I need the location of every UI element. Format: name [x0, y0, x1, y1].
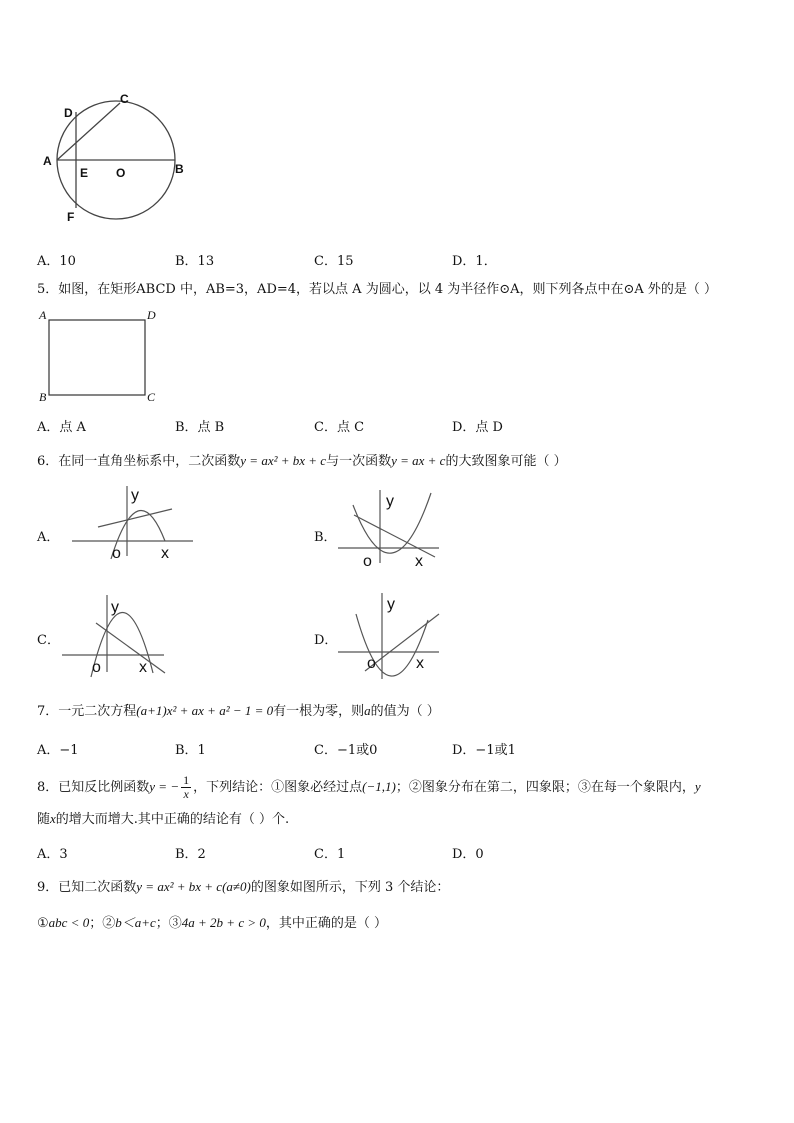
- q6-graph-c: [60, 590, 170, 680]
- q6-graph-b: [335, 484, 450, 574]
- q7-stem: [37, 702, 440, 721]
- q8-point: (−1,1): [362, 779, 396, 794]
- q9-c1-mark: ①: [37, 916, 49, 931]
- axis-x: x: [415, 553, 423, 570]
- q8-func-den: x: [183, 787, 189, 801]
- axis-x: x: [416, 655, 424, 672]
- q6-stem-mid: 与一次函数: [326, 454, 392, 469]
- circle-figure: [36, 90, 196, 230]
- q7-stem-pre: 7．一元二次方程: [37, 704, 137, 719]
- q5-option-d: D．点 D: [452, 420, 503, 435]
- q8-stem-line1: [37, 774, 701, 801]
- q8-option-a: A．3: [37, 847, 68, 862]
- q9-conclusion-3: 4a + 2b + c > 0: [181, 915, 266, 930]
- q8-stem-pre: 8．已知反比例函数: [37, 780, 150, 795]
- rectangle-figure: [36, 306, 166, 404]
- q6-quadratic: y = ax² + bx + c: [240, 453, 327, 468]
- label-f: F: [67, 210, 75, 224]
- label-d: D: [147, 308, 156, 322]
- axis-y: y: [386, 493, 394, 510]
- label-a: A: [39, 308, 47, 322]
- q9-sep2: ；③: [155, 916, 182, 931]
- q8-stem-mid: ，下列结论：①图象必经过点: [193, 780, 363, 795]
- q6-stem-pre: 6．在同一直角坐标系中，二次函数: [37, 454, 241, 469]
- axis-o: o: [92, 659, 101, 676]
- q6-option-b-letter: B．: [314, 530, 337, 545]
- label-c: C: [120, 92, 129, 106]
- q6-graph-d: [335, 590, 450, 685]
- q6-stem: [37, 452, 567, 471]
- q6-option-a-letter: A．: [37, 530, 60, 545]
- axis-y: y: [387, 596, 395, 613]
- q6-linear: y = ax + c: [391, 453, 446, 468]
- q8-func-lhs: y = −: [149, 779, 180, 794]
- q7-option-d: D．−1或1: [452, 743, 516, 758]
- q6-graph-a: [70, 482, 200, 562]
- q9-stem: [37, 878, 449, 897]
- q7-stem-mid: 有一根为零，则: [273, 704, 365, 719]
- q4-option-c: C．15: [314, 254, 354, 269]
- q4-option-b: B．13: [175, 254, 215, 269]
- label-b: B: [175, 162, 184, 176]
- label-a: A: [43, 154, 52, 168]
- q7-option-a: A．−1: [37, 743, 79, 758]
- q4-option-d: D．1．: [452, 254, 497, 269]
- label-o: O: [116, 166, 126, 180]
- label-d: D: [64, 106, 73, 120]
- label-c: C: [147, 390, 156, 404]
- q7-option-b: B．1: [175, 743, 206, 758]
- q8-func-num: 1: [183, 773, 190, 787]
- q9-stem-pre: 9．已知二次函数: [37, 880, 137, 895]
- q8-var-y: y: [694, 779, 701, 794]
- q7-var: a: [364, 703, 371, 718]
- axis-o: o: [112, 545, 121, 562]
- q5-stem: 5．如图，在矩形ABCD 中，AB=3，AD=4，若以点 A 为圆心，以 4 为半径作⊙A，则下列各点中在⊙A 外的是（ ）: [37, 282, 718, 297]
- q9-conclusion-2: b＜a+c: [115, 915, 156, 930]
- q8-option-b: B．2: [175, 847, 206, 862]
- q9-func: y = ax² + bx + c(a≠0): [136, 879, 251, 894]
- q7-stem-post: 的值为（ ）: [370, 704, 440, 719]
- axis-x: x: [161, 545, 169, 562]
- q8-line2-post: 的增大而增大.其中正确的结论有（ ）个.: [55, 812, 290, 827]
- q5-option-a: A．点 A: [37, 420, 86, 435]
- axis-y: y: [131, 487, 139, 504]
- q9-stem-post: 的图象如图所示，下列 3 个结论：: [250, 880, 450, 895]
- axis-o: o: [363, 553, 372, 570]
- q8-var-x: x: [50, 811, 56, 826]
- q4-option-a: A．10: [37, 254, 76, 269]
- label-b: B: [39, 390, 47, 404]
- q8-stem-post: ；②图象分布在第二，四象限；③在每一个象限内，: [395, 780, 695, 795]
- q9-conclusion-1: abc < 0: [48, 915, 90, 930]
- q5-option-b: B．点 B: [175, 420, 225, 435]
- q7-equation: (a+1)x² + ax + a² − 1 = 0: [136, 703, 274, 718]
- q6-option-c-letter: C．: [37, 633, 60, 648]
- q9-conclusions: [37, 914, 387, 933]
- q8-fraction: [181, 774, 191, 801]
- axis-y: y: [111, 599, 119, 616]
- q5-option-c: C．点 C: [314, 420, 365, 435]
- q9-sep1: ；②: [89, 916, 116, 931]
- axis-o: o: [367, 655, 376, 672]
- q9-tail: ，其中正确的是（ ）: [265, 916, 388, 931]
- q8-option-d: D．0: [452, 847, 484, 862]
- label-e: E: [80, 166, 89, 180]
- rectangle-abcd: [49, 320, 145, 395]
- q8-stem-line2: [37, 810, 289, 829]
- q6-stem-post: 的大致图象可能（ ）: [445, 454, 567, 469]
- q8-option-c: C．1: [314, 847, 346, 862]
- q8-line2-pre: 随: [37, 812, 51, 827]
- axis-x: x: [139, 659, 147, 676]
- q7-option-c: C．−1或0: [314, 743, 378, 758]
- q6-option-d-letter: D．: [314, 633, 338, 648]
